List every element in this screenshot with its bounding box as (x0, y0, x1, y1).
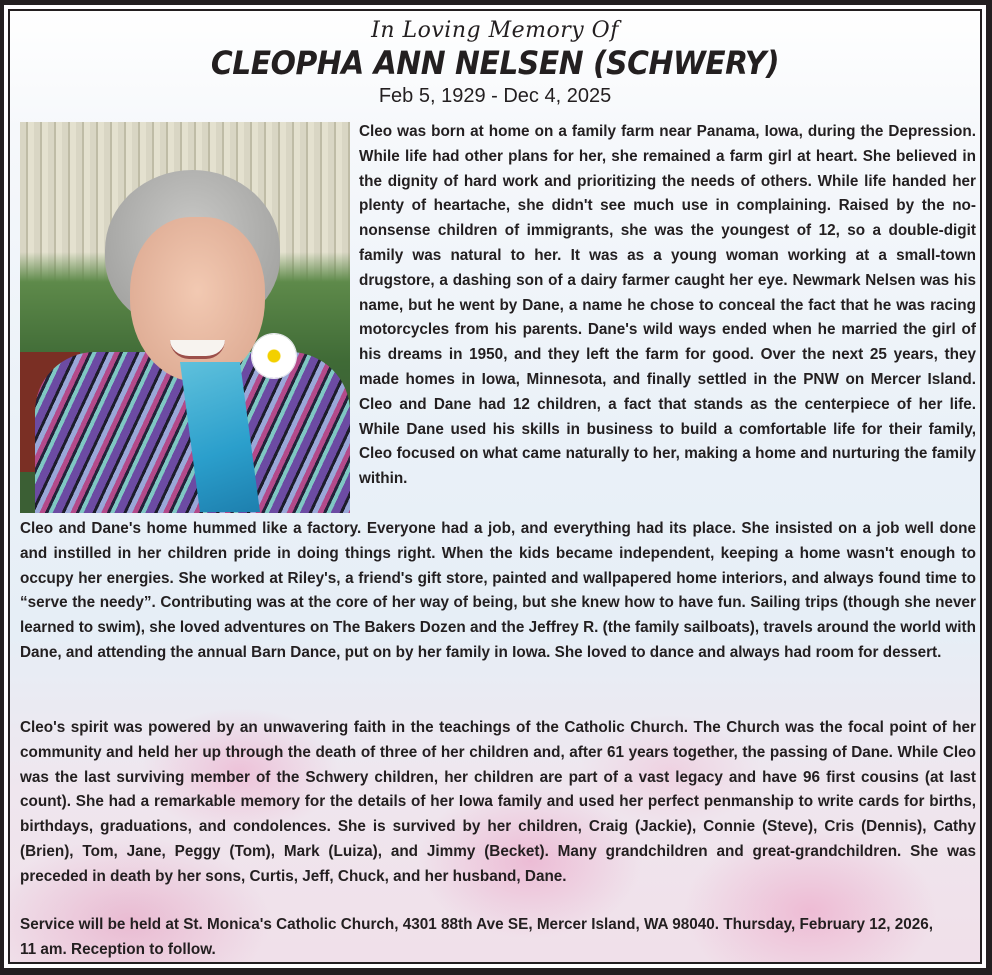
service-details-line-1: Service will be held at St. Monica's Catholic Church, 4301 88th Ave SE, Mercer Island, WA 98040. Thursday, February 12, 2026, (20, 916, 934, 933)
obituary-paragraph-1-bottom: Cleo and Dane's home hummed like a factory. Everyone had a job, and everything had its place. She insisted on a job well done and instilled in her children pride in doing things right. When the kids became independent, keeping a home wasn't enough to occupy her energies. She worked at Riley's, a friend's gift store, painted and wallpapered home interiors, and always found time to “serve the needy”. Contributing was at the core of her way of being, but she knew how to have fun. Sailing trips (though she never learned to swim), she loved adventures on The Bakers Dozen and the Jeffrey R. (the family sailboats), travels around the world with Dane, and attending the annual Barn Dance, put on by her family in Iowa. She loved to dance and always had room for dessert. (20, 520, 976, 661)
memorial-script-title: In Loving Memory Of (371, 18, 619, 43)
obituary-panel (8, 9, 982, 964)
life-dates: Feb 5, 1929 - Dec 4, 2025 (378, 85, 612, 107)
service-details-line-2: 11 am. Reception to follow. (20, 940, 216, 958)
portrait-photo (20, 122, 350, 513)
flower-icon (252, 334, 296, 378)
obituary-header (10, 17, 980, 109)
obituary-paragraph-1-top: Cleo was born at home on a family farm near Panama, Iowa, during the Depression. While life had other plans for her, she remained a farm girl at heart. She believed in the dignity of hard work and prioritizing the needs of others. While life handed her plenty of heartache, she didn't see much use in complaining. Raised by the no-nonsense children of immigrants, she was the youngest of 12, so a double-digit family was natural to her. It was as a young woman working at a small-town drugstore, a dashing son of a dairy farmer caught her eye. Newmark Nelsen was his name, but he went by Dane, a name he chose to conceal the fact that he was racing motorcycles from his parents. Dane's wild ways ended when he married the girl of his dreams in 1950, and they left the farm for good. Over the next 25 years, they made homes in Iowa, Minnesota, and finally settled in the PNW on Mercer Island. Cleo and Dane had 12 children, a fact that stands as the centerpiece of her life. While Dane used his skills in business to build a comfortable life for their family, Cleo focused on what came naturally to her, making a home and nurturing the family within. (359, 123, 976, 488)
deceased-name: CLEOPHA ANN NELSEN (SCHWERY) (210, 44, 780, 82)
obituary-paragraph-2: Cleo's spirit was powered by an unwavering faith in the teachings of the Catholic Church. The Church was the focal point of her community and held her up through the death of three of her children and, after 61 years together, the passing of Dane. While Cleo was the last surviving member of the Schwery children, her children are part of a vast legacy and have 96 first cousins (at last count). She had a remarkable memory for the details of her Iowa family and used her perfect penmanship to write cards for births, birthdays, graduations, and condolences. She is survived by her children, Craig (Jackie), Connie (Steve), Cris (Dennis), Cathy (Brien), Tom, Jane, Peggy (Tom), Mark (Luiza), and Jimmy (Becket). Many grandchildren and great-grandchildren. She was preceded in death by her sons, Curtis, Jeff, Chuck, and her husband, Dane. (20, 719, 976, 885)
obituary-frame (4, 5, 986, 968)
service-information (20, 913, 976, 963)
